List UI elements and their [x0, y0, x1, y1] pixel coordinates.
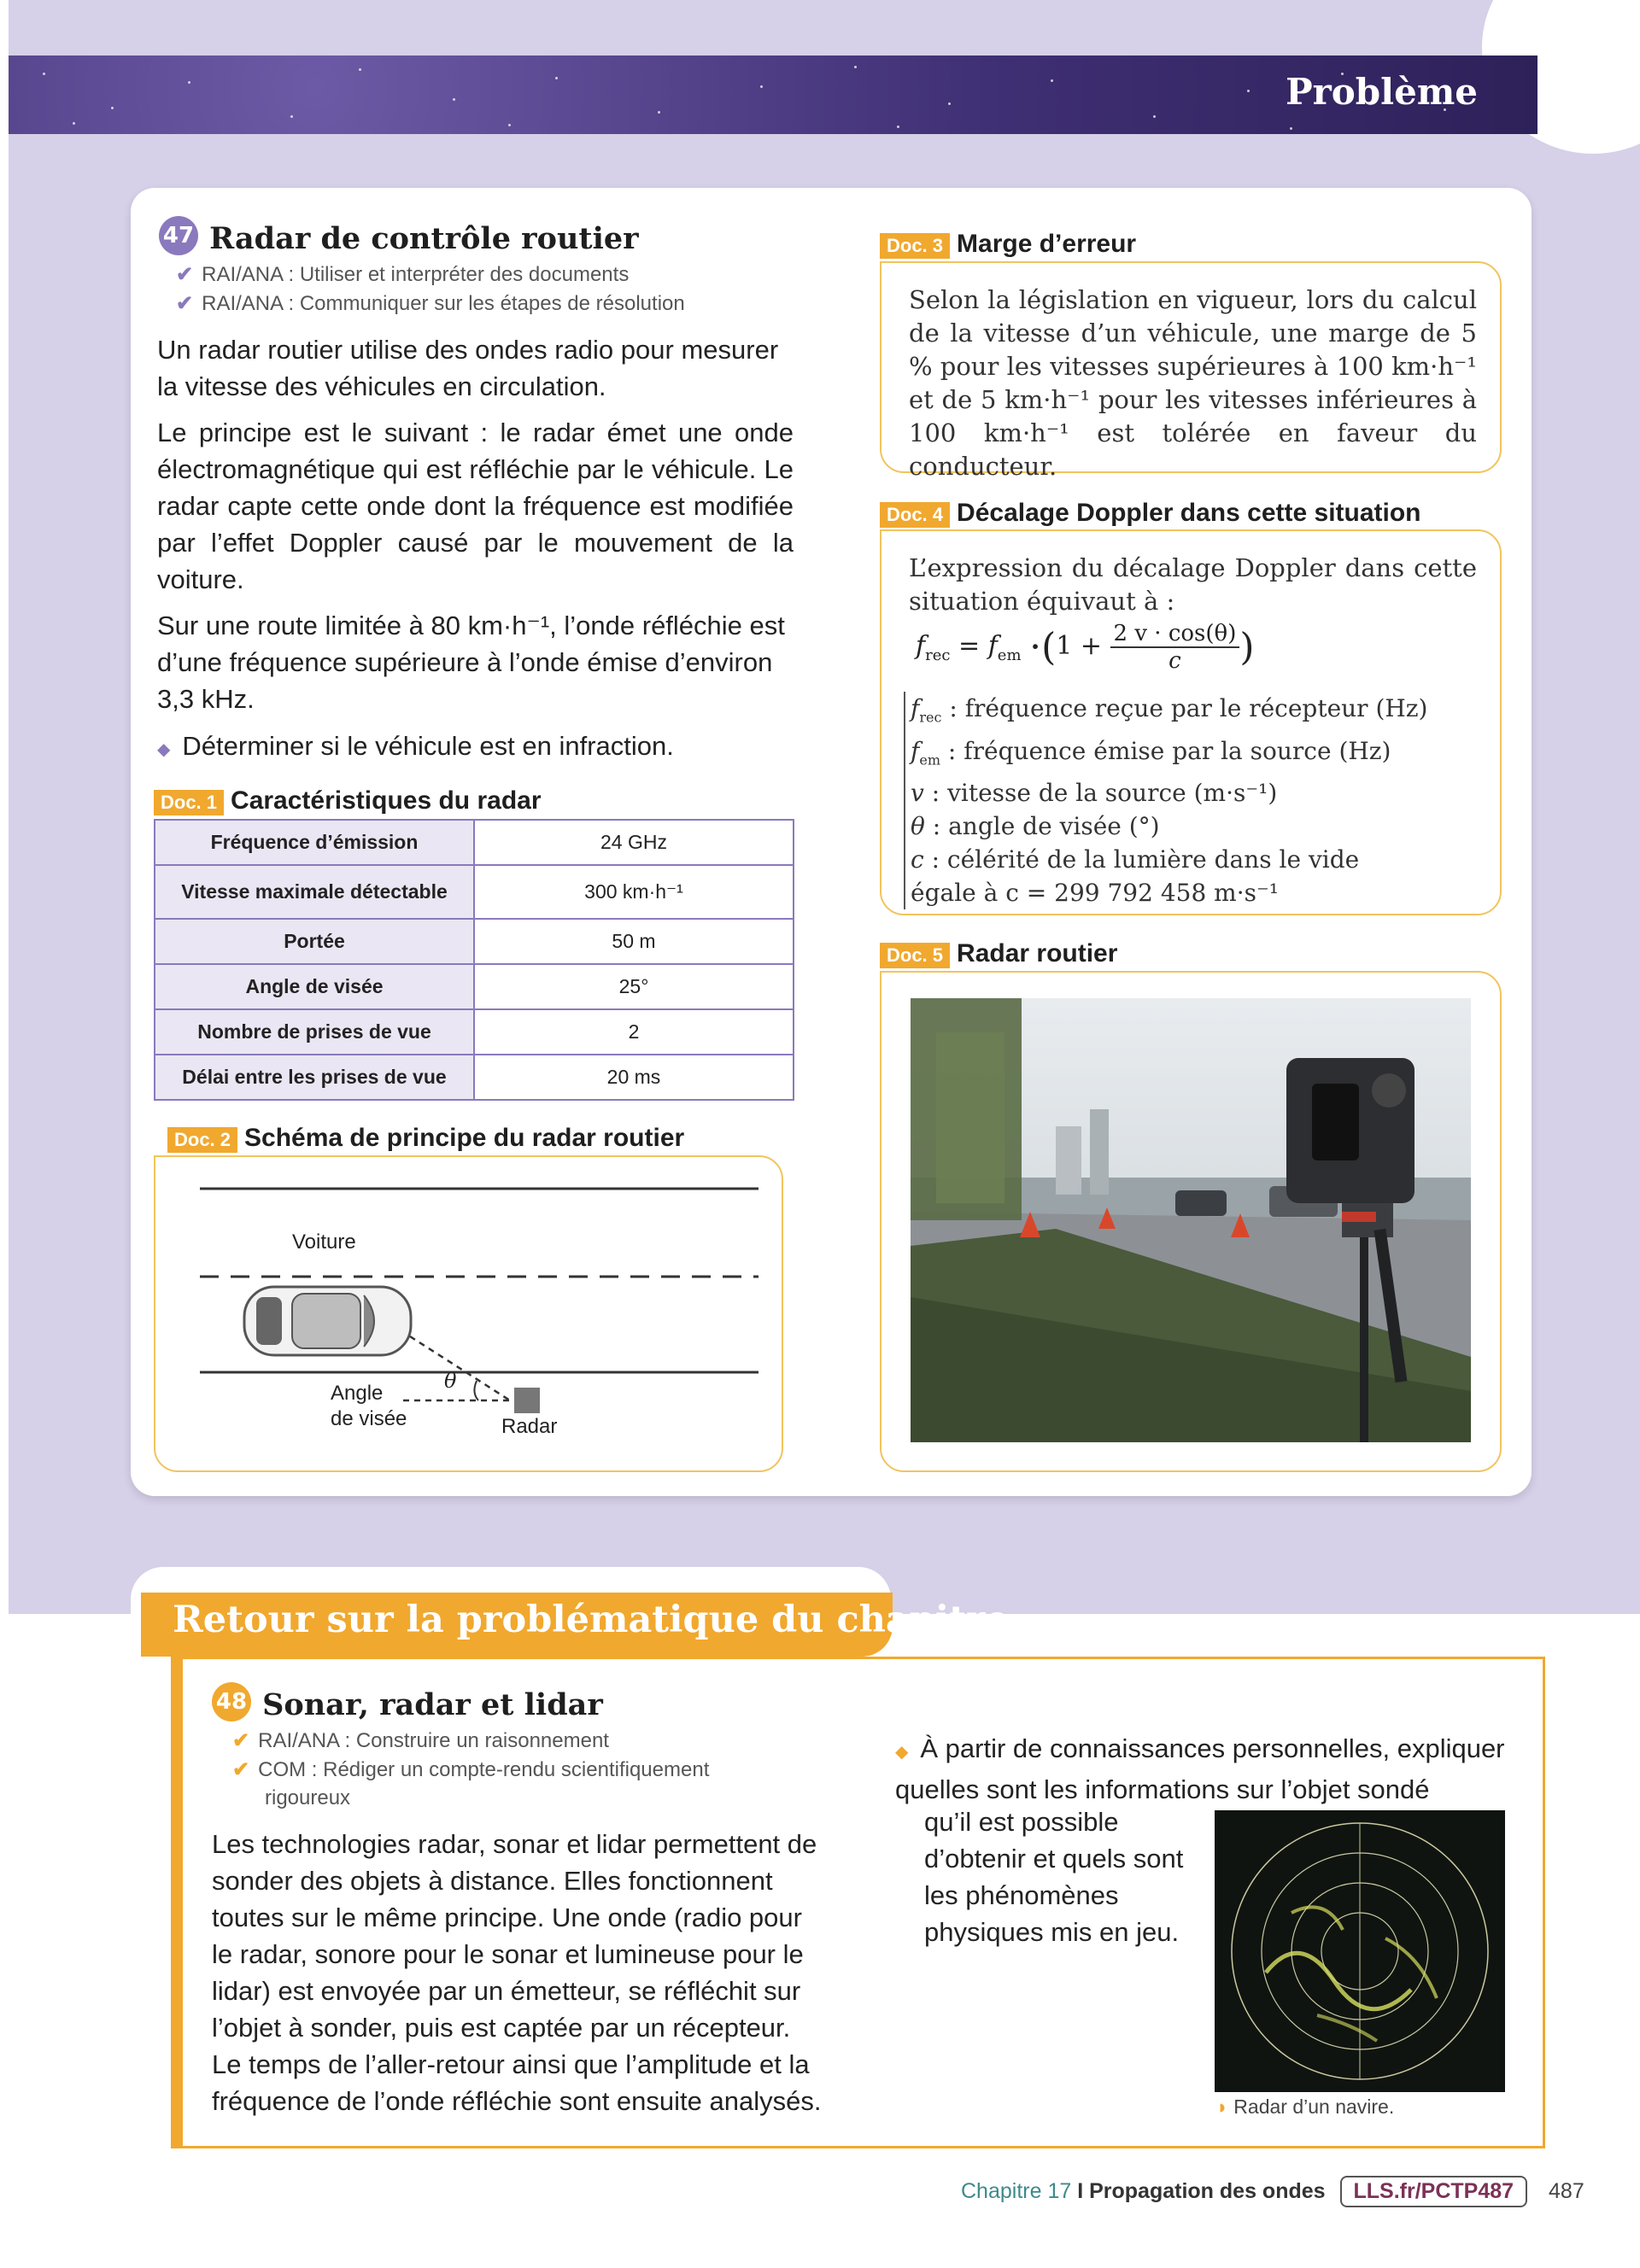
ship-radar-screen [1215, 1810, 1505, 2092]
exercise-task: ◆ Déterminer si le véhicule est en infraction. [157, 731, 674, 761]
table-row: Délai entre les prises de vue 20 ms [155, 1055, 794, 1100]
doc-tag: Doc. 1 [154, 790, 224, 815]
doc2-header [167, 1124, 684, 1153]
skill-item: ✔ RAI/ANA : Communiquer sur les étapes de résolution [176, 292, 685, 315]
doc2-box [154, 1155, 783, 1472]
doc-title: Radar routier [957, 939, 1118, 967]
doc4-legend [904, 692, 1427, 909]
retour-heading: Retour sur la problématique du chapitre [173, 1599, 1010, 1641]
exercise-48-header [212, 1682, 603, 1722]
page-footer [961, 2176, 1584, 2207]
car-label: Voiture [292, 1230, 356, 1254]
doc5-header [880, 939, 1117, 968]
doc3-box [880, 261, 1502, 481]
doc-tag: Doc. 3 [880, 233, 950, 259]
theta-label: θ [444, 1369, 457, 1393]
table-row: Portée 50 m [155, 919, 794, 964]
skill-item: ✔ RAI/ANA : Construire un raisonnement [232, 1729, 609, 1752]
exercise-number: 47 [159, 216, 198, 255]
radar-icon [514, 1388, 540, 1413]
doppler-formula: $f_{rec} = f_{em} \cdot(1$ + $\frac{2 v \cdot \cos(\theta)}{c}$ ) [916, 621, 1255, 674]
skill-item: ✔ COM : Rédiger un compte-rendu scientifiquement [232, 1758, 710, 1781]
check-icon: ✔ [176, 292, 194, 315]
footer-separator: I [1077, 2179, 1084, 2203]
page-margin [0, 0, 9, 2268]
bullet-diamond-icon: ◆ [157, 740, 171, 759]
doc-tag: Doc. 5 [880, 943, 950, 968]
car-icon [244, 1287, 411, 1355]
header-banner [9, 56, 1538, 134]
exercise-paragraph: Sur une route limitée à 80 km·h⁻¹, l’onde réfléchie est d’une fréquence supérieure à l’onde émise d’environ 3,3 kHz. [157, 611, 785, 714]
table-row: Vitesse maximale détectable 300 km·h⁻¹ [155, 865, 794, 919]
doc4-intro: L’expression du décalage Doppler dans cette situation équivaut à : [909, 553, 1477, 616]
check-icon: ✔ [176, 263, 194, 286]
exercise-47-header [159, 216, 639, 256]
doc5-box [880, 971, 1502, 1472]
bullet-diamond-icon: ◆ [895, 1743, 909, 1762]
skill-item-continued: rigoureux [265, 1786, 351, 1809]
legend-item: θ : angle de visée (°) [911, 812, 1160, 841]
caption-marker-icon: ◗ [1216, 2096, 1228, 2118]
legend-item: $f_{em}$ : fréquence émise par la source (Hz) [911, 736, 1391, 769]
exercise-title: Sonar, radar et lidar [262, 1687, 603, 1722]
exercise-title: Radar de contrôle routier [209, 221, 639, 256]
chapter-label: Chapitre 17 [961, 2179, 1072, 2203]
chapter-topic: Propagation des ondes [1089, 2179, 1326, 2203]
exercise-paragraph: Le principe est le suivant : le radar émet une onde électromagnétique qui est réfléchie par le véhicule. Le radar capte cette onde dont la fréquence est modifiée par l’effet Doppler causé par le mouvement de la voiture. [157, 418, 794, 594]
doc4-box [880, 529, 1502, 915]
doc-title: Décalage Doppler dans cette situation [957, 499, 1421, 527]
legend-item: c : célérité de la lumière dans le vide [911, 845, 1360, 874]
radar-characteristics-table [154, 819, 794, 1101]
legend-item: égale à c = 299 792 458 m·s⁻¹ [911, 879, 1280, 908]
resource-link[interactable]: LLS.fr/PCTP487 [1340, 2176, 1528, 2207]
radar-schematic [155, 1157, 782, 1470]
check-icon: ✔ [232, 1729, 250, 1752]
doc-tag: Doc. 2 [167, 1127, 237, 1153]
doc-tag: Doc. 4 [880, 502, 950, 528]
doc-title: Schéma de principe du radar routier [244, 1124, 685, 1152]
table-row: Angle de visée 25° [155, 964, 794, 1009]
legend-item: v : vitesse de la source (m·s⁻¹) [911, 779, 1278, 808]
radar-label: Radar [501, 1415, 558, 1438]
doc-title: Marge d’erreur [957, 230, 1137, 258]
table-row: Fréquence d’émission 24 GHz [155, 820, 794, 865]
table-row: Nombre de prises de vue 2 [155, 1009, 794, 1055]
retour-task-continued: qu’il est possible d’obtenir et quels sont les phénomènes physiques mis en jeu. [924, 1807, 1184, 1947]
doc-title: Caractéristiques du radar [231, 786, 542, 815]
road-radar-photo [911, 998, 1471, 1442]
skill-item: ✔ RAI/ANA : Utiliser et interpréter des documents [176, 263, 630, 286]
doc4-header [880, 499, 1421, 528]
retour-task: ◆ À partir de connaissances personnelles, expliquer quelles sont les informations sur l’objet sondé [895, 1733, 1505, 1804]
doc1-header [154, 786, 542, 815]
angle-label: Angle de visée [331, 1382, 407, 1430]
retour-paragraph: Les technologies radar, sonar et lidar permettent de sonder des objets à distance. Elles fonctionnent toutes sur le même principe. Une onde (radio pour le radar, sonore pour le sonar et lumineuse pour le lidar) est envoyée par un émetteur, se réfléchit sur l’objet à sonder, puis est captée par un récepteur. Le temps de l’aller-retour ainsi que l’amplitude et la fréquence de l’onde réfléchie sont ensuite analysés. [212, 1829, 822, 2116]
image-caption: ◗ Radar d’un navire. [1216, 2096, 1395, 2118]
section-title: Problème [1286, 71, 1478, 113]
doc3-header [880, 230, 1136, 259]
exercise-number: 48 [212, 1682, 251, 1721]
page-number: 487 [1549, 2179, 1584, 2203]
legend-item: $f_{rec}$ : fréquence reçue par le récepteur (Hz) [911, 694, 1428, 726]
check-icon: ✔ [232, 1758, 250, 1781]
doc3-text: Selon la législation en vigueur, lors du calcul de la vitesse d’un véhicule, une marge de 5 % pour les vitesses supérieures à 100 km·h⁻¹ et de 5 km·h⁻¹ pour les vitesses inférieures à 100 km·h⁻¹ est tolérée en faveur du conducteur. [909, 285, 1477, 481]
exercise-paragraph: Un radar routier utilise des ondes radio pour mesurer la vitesse des véhicules en circulation. [157, 335, 779, 401]
